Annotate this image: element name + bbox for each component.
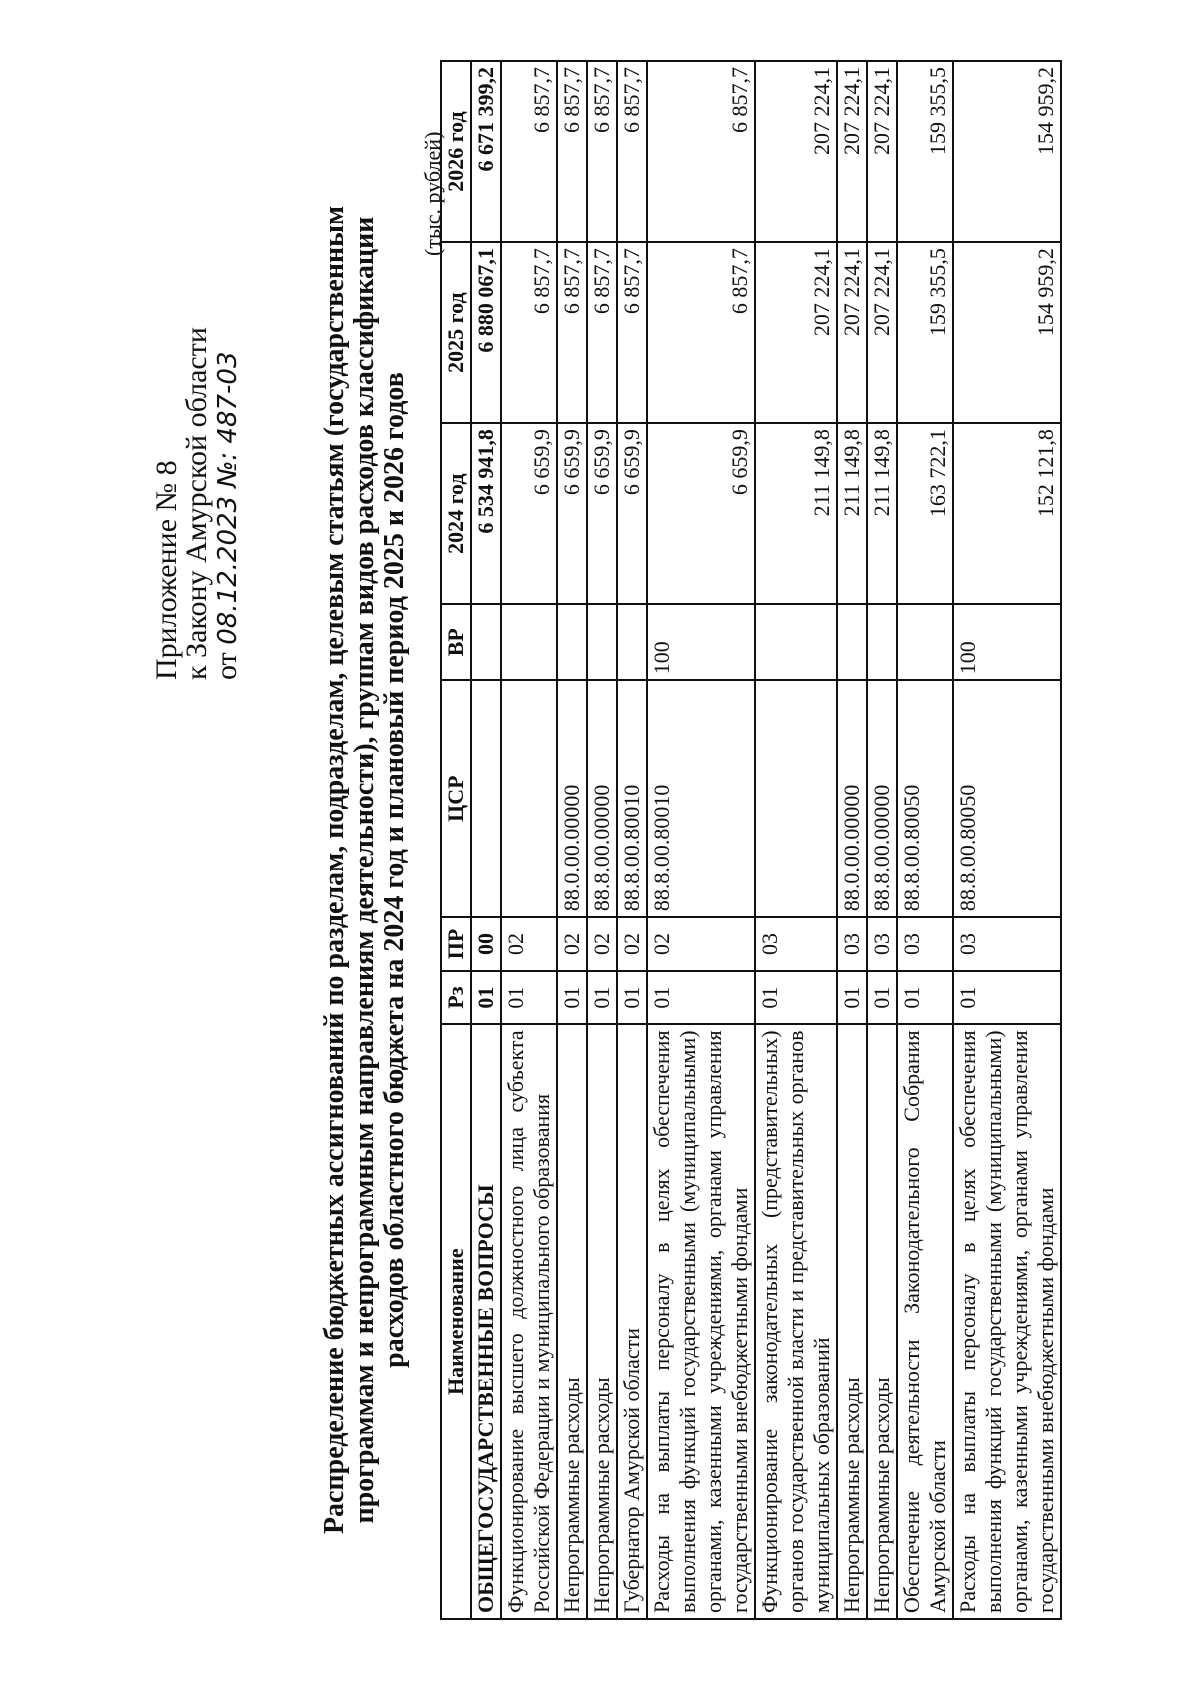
row-csr: [755, 680, 837, 917]
row-name: Расходы на выплаты персоналу в целях обеспечения выполнения функций государственными (муниципальными) органами, казенными учреждениями, органами управления государственными внебюджетными фондами: [953, 1024, 1061, 1619]
row-rz: 01: [837, 971, 867, 1025]
row-pr: 03: [755, 917, 837, 971]
row-vr: [897, 604, 953, 680]
row-pr: 02: [617, 917, 647, 971]
header-2024: 2024 год: [441, 423, 471, 604]
table-row: [867, 61, 897, 1619]
row-vr: [617, 604, 647, 680]
row-2025: 207 224,1: [867, 242, 897, 423]
row-2024: 211 149,8: [755, 423, 837, 604]
row-rz: 01: [953, 971, 1061, 1025]
row-2024: 6 659,9: [501, 423, 557, 604]
header-vr: ВР: [441, 604, 471, 680]
row-rz: 01: [471, 971, 501, 1025]
row-csr: [501, 680, 557, 917]
row-csr: 88.8.00.00000: [867, 680, 897, 917]
row-2025: 207 224,1: [837, 242, 867, 423]
row-2025: 6 857,7: [557, 242, 587, 423]
row-2026: 6 857,7: [647, 61, 755, 242]
row-vr: [501, 604, 557, 680]
row-pr: 00: [471, 917, 501, 971]
row-pr: 03: [867, 917, 897, 971]
units-label: (тыс. рублей): [420, 131, 445, 256]
table-row: [501, 61, 557, 1619]
row-name: Обеспечение деятельности Законодательного Собрания Амурской области: [897, 1024, 953, 1619]
row-name: Функционирование высшего должностного лица субъекта Российской Федерации и муниципального образования: [501, 1024, 557, 1619]
row-2024: 211 149,8: [837, 423, 867, 604]
row-csr: 88.8.00.80010: [647, 680, 755, 917]
row-vr: 100: [647, 604, 755, 680]
row-csr: 88.0.00.00000: [557, 680, 587, 917]
row-2025: 207 224,1: [755, 242, 837, 423]
header-rz: Рз: [441, 971, 471, 1025]
row-2025: 6 857,7: [647, 242, 755, 423]
table-row: [471, 61, 501, 1619]
appendix-date-prefix: от: [210, 652, 243, 680]
row-vr: [755, 604, 837, 680]
row-2024: 6 659,9: [587, 423, 617, 604]
header-pr: ПР: [441, 917, 471, 971]
rotated-sheet: [20, 67, 1180, 1680]
header-csr: ЦСР: [441, 680, 471, 917]
row-csr: 88.8.00.00000: [587, 680, 617, 917]
row-rz: 01: [647, 971, 755, 1025]
row-2025: 6 857,7: [501, 242, 557, 423]
row-2025: 159 355,5: [897, 242, 953, 423]
row-2025: 154 959,2: [953, 242, 1061, 423]
table-body: [471, 61, 1061, 1619]
row-vr: [587, 604, 617, 680]
row-rz: 01: [897, 971, 953, 1025]
table-row: [587, 61, 617, 1619]
row-2025: 6 857,7: [617, 242, 647, 423]
row-2026: 154 959,2: [953, 61, 1061, 242]
table-row: [837, 61, 867, 1619]
row-pr: 02: [647, 917, 755, 971]
row-2026: 6 671 399,2: [471, 61, 501, 242]
row-2026: 6 857,7: [587, 61, 617, 242]
row-pr: 02: [557, 917, 587, 971]
row-vr: [557, 604, 587, 680]
row-name: Непрограммные расходы: [837, 1024, 867, 1619]
appendix-date-handwritten: 08.12.2023 №: 487-03: [213, 351, 243, 645]
row-rz: 01: [587, 971, 617, 1025]
row-2025: 6 857,7: [587, 242, 617, 423]
row-2024: 152 121,8: [953, 423, 1061, 604]
row-pr: 02: [587, 917, 617, 971]
row-2026: 207 224,1: [837, 61, 867, 242]
row-csr: 88.8.00.80050: [953, 680, 1061, 917]
table-row: [897, 61, 953, 1619]
row-2024: 6 659,9: [647, 423, 755, 604]
table-header-row: [441, 61, 471, 1619]
row-2024: 6 534 941,8: [471, 423, 501, 604]
row-name: Непрограммные расходы: [557, 1024, 587, 1619]
table-row: [647, 61, 755, 1619]
row-rz: 01: [617, 971, 647, 1025]
table-row: [953, 61, 1061, 1619]
row-2026: 6 857,7: [617, 61, 647, 242]
row-name: Непрограммные расходы: [867, 1024, 897, 1619]
row-csr: 88.8.00.80010: [617, 680, 647, 917]
row-csr: [471, 680, 501, 917]
row-2024: 6 659,9: [557, 423, 587, 604]
header-2026: 2026 год: [441, 61, 471, 242]
row-name: Непрограммные расходы: [587, 1024, 617, 1619]
row-rz: 01: [755, 971, 837, 1025]
row-name: Губернатор Амурской области: [617, 1024, 647, 1619]
table-row: [617, 61, 647, 1619]
document-title: Распределение бюджетных ассигнований по разделам, подразделам, целевым статьям (государственным программам и непрограммным направлениям деятельности), группам видов расходов классификации расходов областного бюджета на 2024 год и плановый период 2025 и 2026 годов: [319, 205, 410, 1535]
row-2026: 159 355,5: [897, 61, 953, 242]
row-2026: 6 857,7: [501, 61, 557, 242]
row-name: Функционирование законодательных (представительных) органов государственной власти и представительных органов муниципальных образований: [755, 1024, 837, 1619]
table-row: [557, 61, 587, 1619]
row-csr: 88.8.00.80050: [897, 680, 953, 917]
row-rz: 01: [501, 971, 557, 1025]
row-pr: 03: [897, 917, 953, 971]
row-name: Расходы на выплаты персоналу в целях обеспечения выполнения функций государственными (муниципальными) органами, казенными учреждениями, органами управления государственными внебюджетными фондами: [647, 1024, 755, 1619]
appendix-date: [212, 160, 243, 680]
header-2025: 2025 год: [441, 242, 471, 423]
row-csr: 88.0.00.00000: [837, 680, 867, 917]
row-2026: 6 857,7: [557, 61, 587, 242]
row-vr: [867, 604, 897, 680]
row-pr: 03: [953, 917, 1061, 971]
row-2025: 6 880 067,1: [471, 242, 501, 423]
table-row: [755, 61, 837, 1619]
row-pr: 02: [501, 917, 557, 971]
appendix-header: [152, 160, 243, 680]
appendix-law: к Закону Амурской области: [180, 327, 213, 680]
row-2026: 207 224,1: [867, 61, 897, 242]
row-rz: 01: [867, 971, 897, 1025]
row-2024: 163 722,1: [897, 423, 953, 604]
row-vr: [837, 604, 867, 680]
row-vr: 100: [953, 604, 1061, 680]
row-name: ОБЩЕГОСУДАРСТВЕННЫЕ ВОПРОСЫ: [471, 1024, 501, 1619]
header-name: Наименование: [441, 1024, 471, 1619]
appendix-number: Приложение № 8: [150, 460, 183, 680]
row-2026: 207 224,1: [755, 61, 837, 242]
row-2024: 211 149,8: [867, 423, 897, 604]
row-2024: 6 659,9: [617, 423, 647, 604]
row-vr: [471, 604, 501, 680]
row-pr: 03: [837, 917, 867, 971]
budget-table: [440, 60, 1062, 1620]
row-rz: 01: [557, 971, 587, 1025]
